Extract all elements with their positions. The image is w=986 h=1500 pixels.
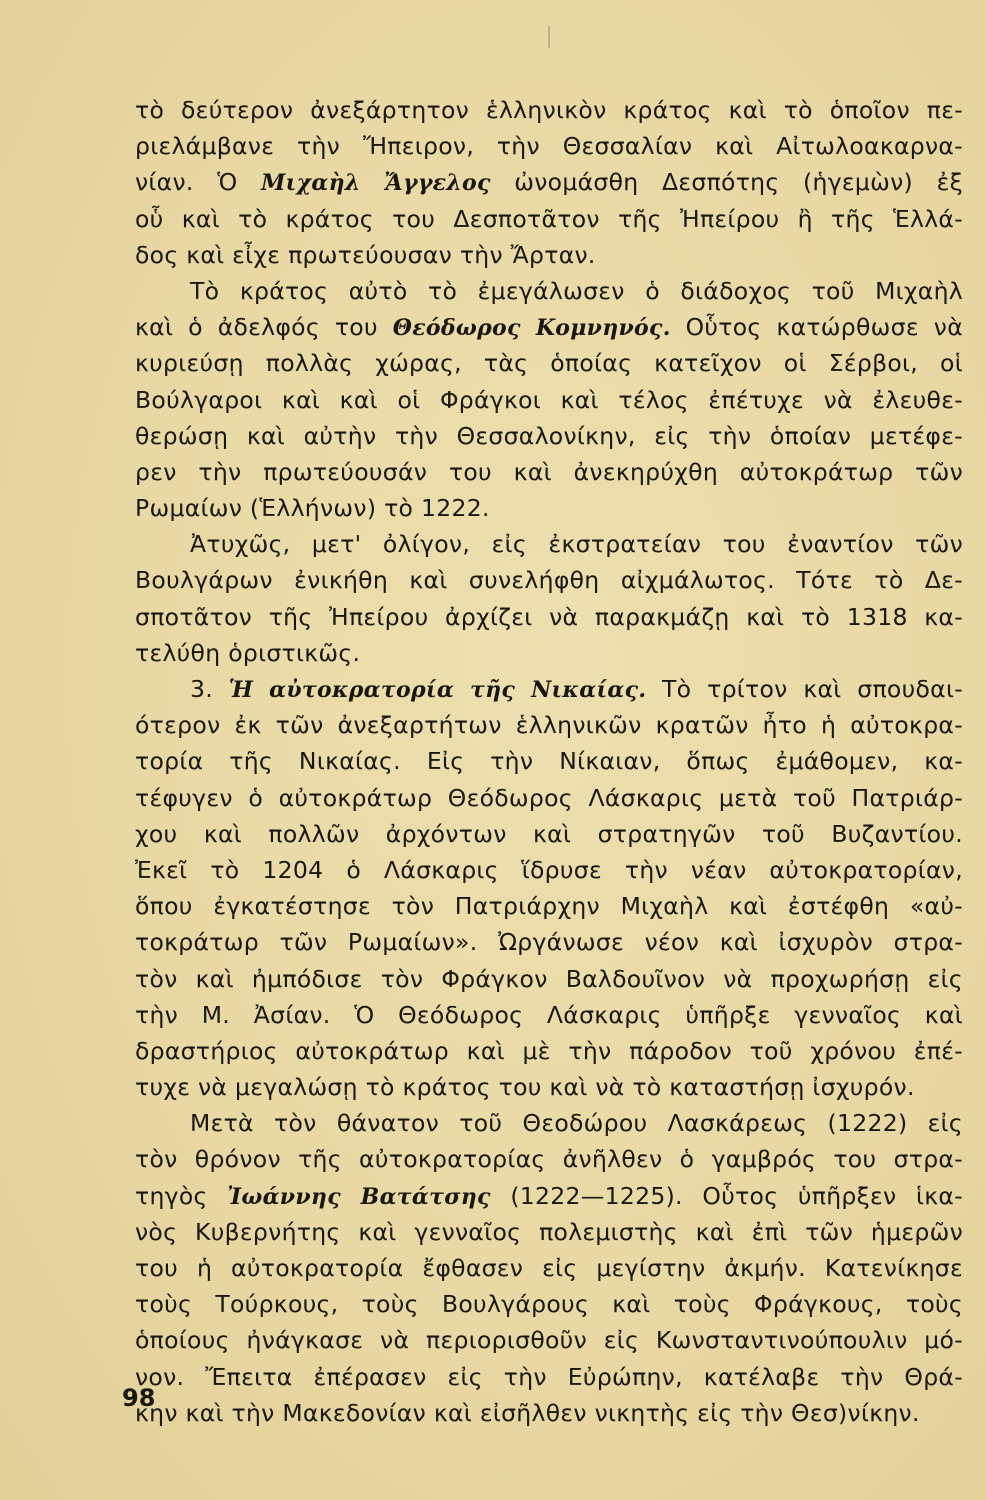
emphasized-name: Μιχαὴλ Ἄγγελος	[261, 170, 491, 197]
text-line	[135, 599, 963, 635]
text-segment: νίαν. Ὁ	[135, 168, 262, 197]
body-text	[135, 92, 963, 1431]
text-line	[135, 1214, 963, 1250]
text-segment: ὅπου ἐγκατέστησε τὸν Πατριάρχην Μιχαὴλ καὶ ἐστέφθη «αὐ-	[135, 892, 963, 921]
text-line	[135, 273, 963, 309]
text-segment: οὗ καὶ τὸ κράτος του Δεσποτᾶτον τῆς Ἠπείρου ἢ τῆς Ἑλλά-	[135, 204, 963, 233]
text-line	[135, 1322, 963, 1358]
text-line	[135, 490, 963, 526]
emphasized-name: Ἰωάννης Βατάτσης	[227, 1183, 491, 1210]
text-segment: τέφυγεν ὁ αὐτοκράτωρ Θεόδωρος Λάσκαρις μετὰ τοῦ Πατριάρ-	[135, 783, 963, 812]
text-line	[135, 418, 963, 454]
text-segment: (1222—1225). Οὗτος ὑπῆρξεν ἱκα-	[490, 1181, 963, 1210]
text-line	[135, 743, 963, 779]
text-segment: τὴν Μ. Ἀσίαν. Ὁ Θεόδωρος Λάσκαρις ὑπῆρξε γενναῖος καὶ	[135, 1000, 963, 1029]
text-segment: τοὺς Τούρκους, τοὺς Βουλγάρους καὶ τοὺς Φράγκους, τοὺς	[135, 1290, 963, 1319]
text-segment: τορία τῆς Νικαίας. Εἰς τὴν Νίκαιαν, ὅπως ἐμάθομεν, κα-	[135, 747, 963, 776]
text-line	[135, 780, 963, 816]
page-number: 98	[122, 1384, 156, 1412]
text-line	[135, 888, 963, 924]
text-segment: ὁποίους ἠνάγκασε νὰ περιορισθοῦν εἰς Κωνσταντινούπουλιν μό-	[135, 1326, 963, 1355]
text-segment: Ἐκεῖ τὸ 1204 ὁ Λάσκαρις ἵδρυσε τὴν νέαν αὐτοκρατορίαν,	[135, 855, 963, 884]
text-line	[135, 1178, 963, 1214]
text-segment: Ρωμαίων (Ἑλλήνων) τὸ 1222.	[135, 494, 490, 523]
text-segment: δος καὶ εἶχε πρωτεύουσαν τὴν Ἄρταν.	[135, 240, 596, 269]
text-line	[135, 562, 963, 598]
text-segment: Τὸ τρίτον καὶ σπουδαι-	[646, 675, 963, 703]
emphasized-name: Θεόδωρος Κομνηνός.	[392, 315, 671, 342]
text-segment: τὸν καὶ ἠμπόδισε τὸν Φράγκον Βαλδουῖνον νὰ προχωρήσῃ εἰς	[135, 964, 963, 993]
text-line	[135, 237, 963, 273]
gutter-mark	[548, 26, 550, 48]
text-line	[135, 1250, 963, 1286]
text-line	[135, 635, 963, 671]
text-line	[135, 526, 963, 562]
text-line	[135, 961, 963, 997]
text-line	[135, 852, 963, 888]
text-line	[135, 671, 963, 707]
text-segment: δραστήριος αὐτοκράτωρ καὶ μὲ τὴν πάροδον τοῦ χρόνου ἐπέ-	[135, 1036, 963, 1065]
text-line	[135, 1141, 963, 1177]
text-segment: τελύθη ὁριστικῶς.	[135, 638, 361, 667]
text-segment: τηγὸς	[135, 1181, 228, 1210]
text-segment: ὠνομάσθη Δεσπότης (ἡγεμὼν) ἐξ	[490, 168, 963, 197]
text-line	[135, 382, 963, 418]
text-segment: νὸς Κυβερνήτης καὶ γενναῖος πολεμιστὴς καὶ ἐπὶ τῶν ἡμερῶν	[135, 1217, 963, 1246]
text-segment: κυριεύσῃ πολλὰς χώρας, τὰς ὁποίας κατεῖχον οἱ Σέρβοι, οἱ	[135, 349, 963, 378]
text-line	[135, 201, 963, 237]
text-line	[135, 1395, 963, 1431]
text-segment: του ἡ αὐτοκρατορία ἔφθασεν εἰς μεγίστην ἀκμήν. Κατενίκησε	[135, 1254, 963, 1282]
text-line	[135, 997, 963, 1033]
text-segment: κην καὶ τὴν Μακεδονίαν καὶ εἰσῆλθεν νικητὴς εἰς τὴν Θεσ)νίκην.	[135, 1398, 920, 1427]
text-segment: ρεν τὴν πρωτεύουσάν του καὶ ἀνεκηρύχθη αὐτοκράτωρ τῶν	[135, 457, 963, 486]
text-segment: καὶ ὁ ἀδελφός του	[135, 313, 393, 342]
text-segment: Τὸ κράτος αὐτὸ τὸ ἐμεγάλωσεν ὁ διάδοχος τοῦ Μιχαὴλ	[190, 276, 963, 305]
text-line	[135, 1105, 963, 1141]
text-segment: Μετὰ τὸν θάνατον τοῦ Θεοδώρου Λασκάρεως (1222) εἰς	[190, 1109, 963, 1138]
text-line	[135, 164, 963, 200]
text-line	[135, 454, 963, 490]
text-segment: τοκράτωρ τῶν Ρωμαίων». Ὠργάνωσε νέον καὶ ἰσχυρὸν στρα-	[135, 928, 963, 957]
text-segment: Βούλγαροι καὶ καὶ οἱ Φράγκοι καὶ τέλος ἐπέτυχε νὰ ἐλευθε-	[135, 385, 963, 414]
text-segment: χου καὶ πολλῶν ἀρχόντων καὶ στρατηγῶν τοῦ Βυζαντίου.	[135, 819, 963, 848]
text-segment: Ἀτυχῶς, μετ' ὀλίγον, εἰς ἐκστρατείαν του ἐναντίον τῶν	[190, 530, 963, 559]
text-line	[135, 924, 963, 960]
text-segment: ριελάμβανε τὴν Ἤπειρον, τὴν Θεσσαλίαν καὶ Αἰτωλοακαρνα-	[135, 132, 963, 161]
text-segment: νον. Ἔπειτα ἐπέρασεν εἰς τὴν Εὐρώπην, κατέλαβε τὴν Θρά-	[135, 1362, 963, 1391]
text-segment: 3.	[190, 675, 229, 703]
text-line	[135, 1359, 963, 1395]
text-segment: Οὗτος κατώρθωσε νὰ	[670, 313, 963, 342]
text-line	[135, 707, 963, 743]
text-segment: τὸν θρόνον τῆς αὐτοκρατορίας ἀνῆλθεν ὁ γαμβρός του στρα-	[135, 1145, 963, 1174]
text-segment: θερώσῃ καὶ αὐτὴν τὴν Θεσσαλονίκην, εἰς τὴν ὁποίαν μετέφε-	[135, 421, 963, 450]
text-line	[135, 345, 963, 381]
text-line	[135, 1286, 963, 1322]
text-line	[135, 309, 963, 345]
text-line	[135, 1069, 963, 1105]
text-line	[135, 128, 963, 164]
text-segment: σποτᾶτον τῆς Ἠπείρου ἀρχίζει νὰ παρακμάζῃ καὶ τὸ 1318 κα-	[135, 602, 963, 631]
text-segment: Βουλγάρων ἐνικήθη καὶ συνελήφθη αἰχμάλωτος. Τότε τὸ Δε-	[135, 566, 963, 595]
text-line	[135, 1033, 963, 1069]
text-line	[135, 92, 963, 128]
emphasized-name: Ἡ αὐτοκρατορία τῆς Νικαίας.	[228, 677, 647, 703]
text-segment: τὸ δεύτερον ἀνεξάρτητον ἑλληνικὸν κράτος καὶ τὸ ὁποῖον πε-	[135, 96, 963, 124]
text-segment: ότερον ἐκ τῶν ἀνεξαρτήτων ἑλληνικῶν κρατῶν ἦτο ἡ αὐτοκρα-	[135, 711, 963, 740]
text-line	[135, 816, 963, 852]
text-segment: τυχε νὰ μεγαλώσῃ τὸ κράτος του καὶ νὰ τὸ καταστήσῃ ἰσχυρόν.	[135, 1073, 915, 1102]
